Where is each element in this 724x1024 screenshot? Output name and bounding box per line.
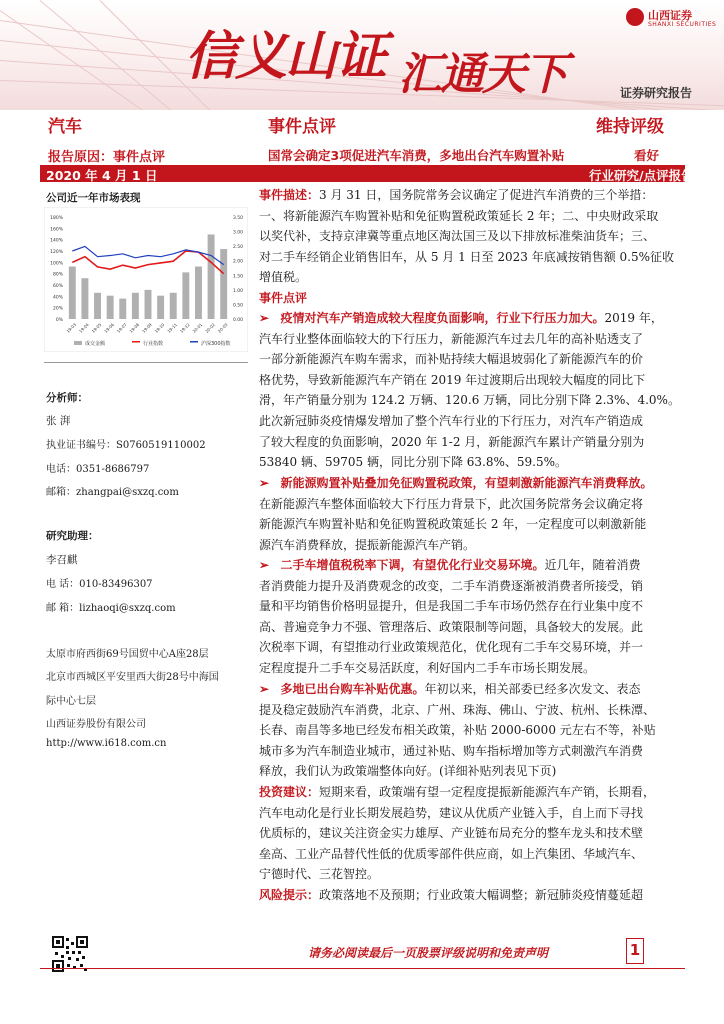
volume-bar bbox=[220, 249, 227, 319]
bullet-point-3: ➢ 二手车增值税税率下调，有望优化行业交易环境。近几年，随着消费 者消费能力提升及消费观念的改变，二手车消费逐渐被消费者所接受，销 量和平均销售价格明显提升，但是我国二手车市场仍然存在行业集中度不 高、普遍竞争力不强、管理落后、政策限制等问题，具备较大的发展。此 次税率下调，有望推动行业政策规范化，优化现有二手车交易环境，并一 定程度提升二手车交易活跃度，利好国内二手车市场长期发展。 bbox=[259, 558, 644, 675]
x-tick-label: 20-03 bbox=[216, 322, 229, 334]
legend-label: 行业指数 bbox=[143, 341, 164, 347]
footer-divider bbox=[40, 968, 685, 969]
x-tick-label: 19-06 bbox=[103, 322, 115, 334]
investment-advice: 投资建议：短期来看，政策端有望一定程度提振新能源汽车产销，长期看， 汽车电动化是行业长期发展趋势，建议从优质产业链入手，自上而下寻找 优质标的，建议关注资金实力雄厚、产业链布局充分的整车龙头和技术壁 垒高、工业产品替代性低的优质零部件供应商，如上汽集团、华域汽车、 宁德时代、三花智控。 bbox=[259, 785, 656, 882]
y-tick-label-left: 80% bbox=[52, 272, 63, 278]
legend-label: 成交金额 bbox=[85, 341, 106, 347]
volume-bar bbox=[157, 296, 164, 319]
x-tick-label: 19-04 bbox=[77, 322, 90, 334]
bullet-arrow-icon: ➢ bbox=[259, 682, 270, 696]
y-tick-label-left: 160% bbox=[50, 227, 63, 233]
x-tick-label: 19-05 bbox=[90, 322, 103, 334]
x-tick-label: 19-09 bbox=[141, 322, 153, 334]
address-beijing-line1: 北京市西城区平安里西大街28号中海国 bbox=[46, 672, 219, 683]
legend-label: 沪深300指数 bbox=[201, 341, 231, 347]
y-tick-label-left: 100% bbox=[50, 261, 63, 267]
y-tick-label-right: 0.00 bbox=[233, 318, 244, 323]
bullet-arrow-icon: ➢ bbox=[259, 311, 270, 325]
risk-warning: 风险提示：政策落地不及预期；行业政策大幅调整；新冠肺炎疫情蔓延超 bbox=[259, 888, 644, 902]
volume-bar bbox=[132, 293, 139, 319]
y-tick-label-right: 3.50 bbox=[233, 216, 244, 221]
volume-bar bbox=[208, 234, 215, 319]
bullet-arrow-icon: ➢ bbox=[259, 558, 270, 572]
y-tick-label-right: 1.50 bbox=[233, 274, 244, 280]
analyst-label: 分析师： bbox=[46, 392, 88, 404]
x-tick-label: 19-11 bbox=[166, 322, 179, 334]
page-number: 1 bbox=[629, 941, 641, 959]
assistant-phone: 电 话：010-83496307 bbox=[46, 579, 153, 590]
assistant-name: 李召麒 bbox=[46, 554, 78, 566]
volume-bar bbox=[182, 272, 189, 319]
x-tick-label: 19-08 bbox=[128, 322, 141, 334]
bullet-point-4: ➢ 多地已出台购车补贴优惠。年初以来，相关部委已经多次发文、表态 提及稳定鼓励汽车消费，北京、广州、珠海、佛山、宁波、杭州、长株潭、 长春、南昌等多地已经发布相关政策，补贴 2000-6000 元左右不等，补贴 城市多为汽车制造业城市，通过补贴、购车指标增加等方式刺激汽车消费 释放，我们认为政策端整体向好。(详细补贴列表见下页) bbox=[259, 682, 656, 779]
sector-title: 汽车 bbox=[48, 117, 82, 137]
y-tick-label-right: 1.00 bbox=[233, 288, 244, 294]
chart-title: 公司近一年市场表现 bbox=[46, 192, 141, 204]
x-tick-label: 20-01 bbox=[191, 322, 204, 334]
assistant-email[interactable]: 邮 箱：lizhaoqi@sxzq.com bbox=[46, 603, 176, 614]
market-performance-chart bbox=[44, 207, 248, 352]
x-tick-label: 19-10 bbox=[153, 322, 166, 334]
y-tick-label-left: 60% bbox=[52, 284, 63, 289]
report-reason: 报告原因：事件点评 bbox=[48, 150, 166, 165]
x-tick-label: 19-12 bbox=[178, 322, 191, 334]
company-logo-name: 山西证券 bbox=[648, 9, 692, 22]
qr-code-icon bbox=[52, 936, 88, 972]
y-tick-label-left: 20% bbox=[52, 306, 63, 312]
y-tick-label-right: 0.50 bbox=[233, 303, 244, 309]
volume-bar bbox=[69, 267, 76, 319]
legend-swatch bbox=[74, 341, 82, 345]
address-taiyuan: 太原市府西街69号国贸中心A座28层 bbox=[46, 649, 209, 660]
volume-bar bbox=[170, 293, 177, 319]
left-divider bbox=[44, 362, 248, 363]
legend-swatch bbox=[190, 341, 198, 343]
bullet-point-2: ➢ 新能源购置补贴叠加免征购置税政策，有望刺激新能源汽车消费释放。 在新能源汽车整体面临较大下行压力背景下，此次国务院常务会议确定将 新能源汽车购置补贴和免征购置税政策延长 2 年，一定程度可以刺激新能 源汽车消费释放，提振新能源汽车产销。 bbox=[259, 476, 653, 552]
company-website[interactable]: http://www.i618.com.cn bbox=[46, 738, 167, 749]
y-tick-label-right: 3.00 bbox=[233, 230, 244, 236]
address-beijing-line2: 际中心七层 bbox=[46, 696, 96, 707]
bullet-point-1: ➢ 疫情对汽车产销造成较大程度负面影响，行业下行压力加大。2019 年， 汽车行业整体面临较大的下行压力，新能源汽车过去几年的高补贴透支了 一部分新能源汽车购车需求，而补贴持续大幅退坡弱化了新能源汽车的价 格优势，导致新能源汽车产销在 2019 年过渡期后出现较大幅度的同比下 滑，年产销量分别为 124.2 万辆、120.6 万辆，同比分别下降 2.3%、4.0%。 此次新冠肺炎疫情爆发增加了整个汽车行业的下行压力，对汽车产销造成 了较大程度的负面影响，2020 年 1-2 月，新能源汽车累计产销量分别为 53840 辆、59705 辆，同比分别下降 63.8%、59.5%。 bbox=[259, 311, 680, 470]
analyst-name: 张 湃 bbox=[46, 415, 71, 427]
headline-rating-tag: 看好 bbox=[634, 148, 660, 163]
volume-bar bbox=[81, 278, 88, 319]
report-category: 行业研究/点评报告 bbox=[589, 168, 694, 183]
event-description-label: 事件描述： bbox=[259, 188, 320, 202]
headline: 国常会确定3项促进汽车消费，多地出台汽车购置补贴 bbox=[268, 148, 565, 163]
y-tick-label-left: 120% bbox=[50, 250, 63, 255]
analyst-phone: 电话：0351-8686797 bbox=[46, 464, 150, 475]
report-type: 证券研究报告 bbox=[620, 86, 693, 100]
y-tick-label-right: 2.50 bbox=[233, 245, 244, 251]
comment-heading: 事件点评 bbox=[259, 291, 308, 305]
company-logo-icon bbox=[626, 8, 644, 26]
volume-bar bbox=[94, 293, 101, 319]
volume-bar bbox=[107, 296, 114, 319]
analyst-email[interactable]: 邮箱：zhangpai@sxzq.com bbox=[46, 487, 179, 498]
event-title: 事件点评 bbox=[268, 117, 336, 137]
y-tick-label-left: 140% bbox=[50, 238, 63, 244]
slogan-part2: 汇通天下 bbox=[398, 49, 566, 100]
x-tick-label: 19-07 bbox=[115, 322, 128, 334]
x-tick-label: 19-03 bbox=[65, 322, 78, 334]
volume-bar bbox=[119, 299, 126, 319]
volume-bar bbox=[195, 267, 202, 319]
legend-swatch bbox=[132, 341, 140, 343]
license-number: 执业证书编号：S0760519110002 bbox=[46, 440, 206, 451]
disclaimer-note: 请务必阅读最后一页股票评级说明和免责声明 bbox=[308, 946, 549, 960]
y-tick-label-right: 2.00 bbox=[233, 259, 244, 265]
bullet-arrow-icon: ➢ bbox=[259, 476, 270, 490]
x-tick-label: 20-02 bbox=[204, 322, 216, 334]
assistant-label: 研究助理： bbox=[46, 530, 99, 542]
event-description: 事件描述：3 月 31 日，国务院常务会议确定了促进汽车消费的三个举措： 一、将新能源汽车购置补贴和免征购置税政策延长 2 年；二、中央财政采取 以奖代补，支持京津冀等重点地区淘汰国三及以下排放标准柴油货车；三、 对二手车经销企业销售旧车，从 5 月 1 日至 2023 年底减按销售额 0.5%征收 增值税。 bbox=[259, 188, 674, 285]
company-logo-english: SHANXI SECURITIES bbox=[648, 21, 717, 28]
slogan-part1: 信义山证 bbox=[185, 27, 386, 87]
y-tick-label-left: 40% bbox=[52, 295, 63, 301]
y-tick-label-left: 0% bbox=[55, 318, 63, 323]
report-date: 2020 年 4 月 1 日 bbox=[46, 168, 158, 183]
company-name: 山西证券股份有限公司 bbox=[46, 719, 146, 730]
rating-title: 维持评级 bbox=[596, 117, 664, 137]
y-tick-label-left: 180% bbox=[50, 216, 63, 221]
volume-bar bbox=[145, 290, 152, 319]
